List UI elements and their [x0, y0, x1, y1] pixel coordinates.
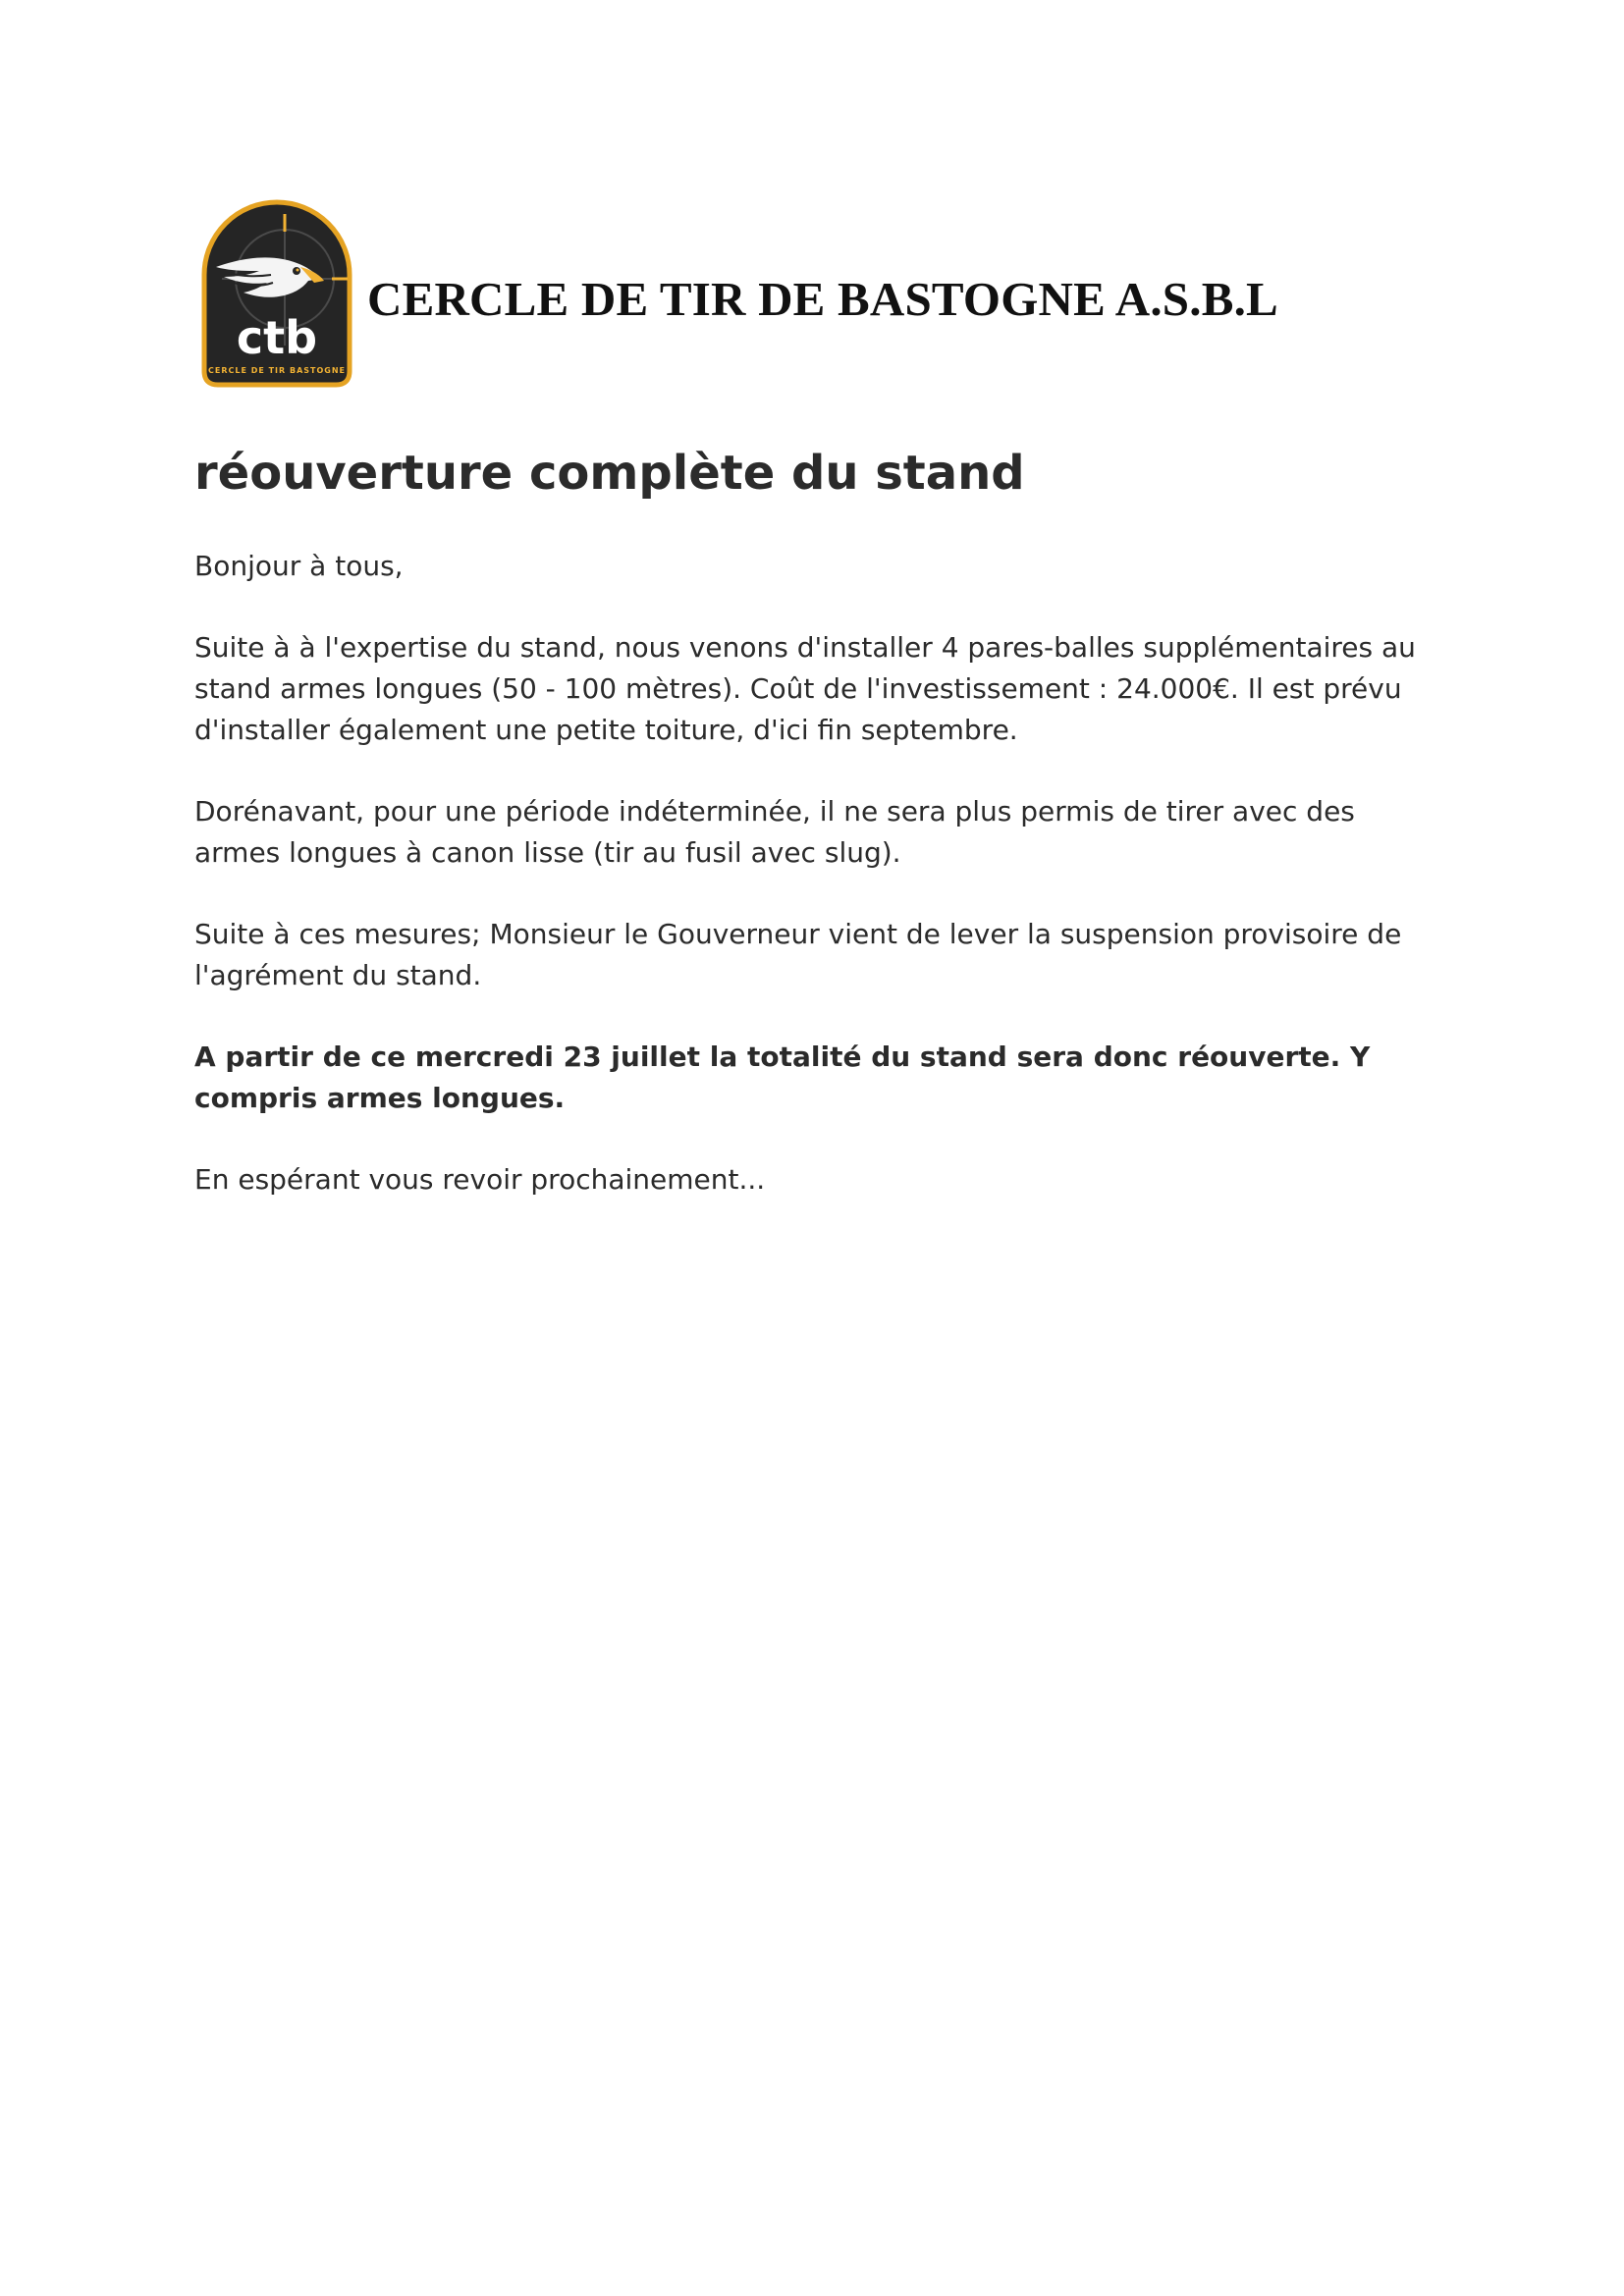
letter-body — [194, 432, 1441, 1241]
letterhead — [198, 198, 1278, 391]
paragraph-expertise: Suite à à l'expertise du stand, nous venons d'installer 4 pares-balles supplémentaires au stand armes longues (50 - 100 mètres). Coût de l'investissement : 24.000€. Il est prévu d'installer également une petite toiture, d'ici fin septembre. — [194, 631, 1416, 746]
paragraph-restriction: Dorénavant, pour une période indéterminée, il ne sera plus permis de tirer avec des armes longues à canon lisse (tir au fusil avec slug). — [194, 795, 1355, 869]
greeting: Bonjour à tous, — [194, 550, 404, 582]
reopening-announcement: A partir de ce mercredi 23 juillet la totalité du stand sera donc réouverte. Y compris armes longues. — [194, 1041, 1371, 1114]
svg-text:CERCLE DE TIR BASTOGNE: CERCLE DE TIR BASTOGNE — [207, 366, 347, 375]
organization-name: CERCLE DE TIR DE BASTOGNE A.S.B.L — [367, 271, 1278, 326]
paragraph-governor: Suite à ces mesures; Monsieur le Gouverneur vient de lever la suspension provisoire de l'agrément du stand. — [194, 918, 1402, 991]
svg-text:ctb: ctb — [236, 311, 318, 364]
closing-line: En espérant vous revoir prochainement... — [194, 1163, 766, 1196]
page-title: réouverture complète du stand — [194, 446, 1025, 501]
club-logo — [198, 198, 355, 391]
